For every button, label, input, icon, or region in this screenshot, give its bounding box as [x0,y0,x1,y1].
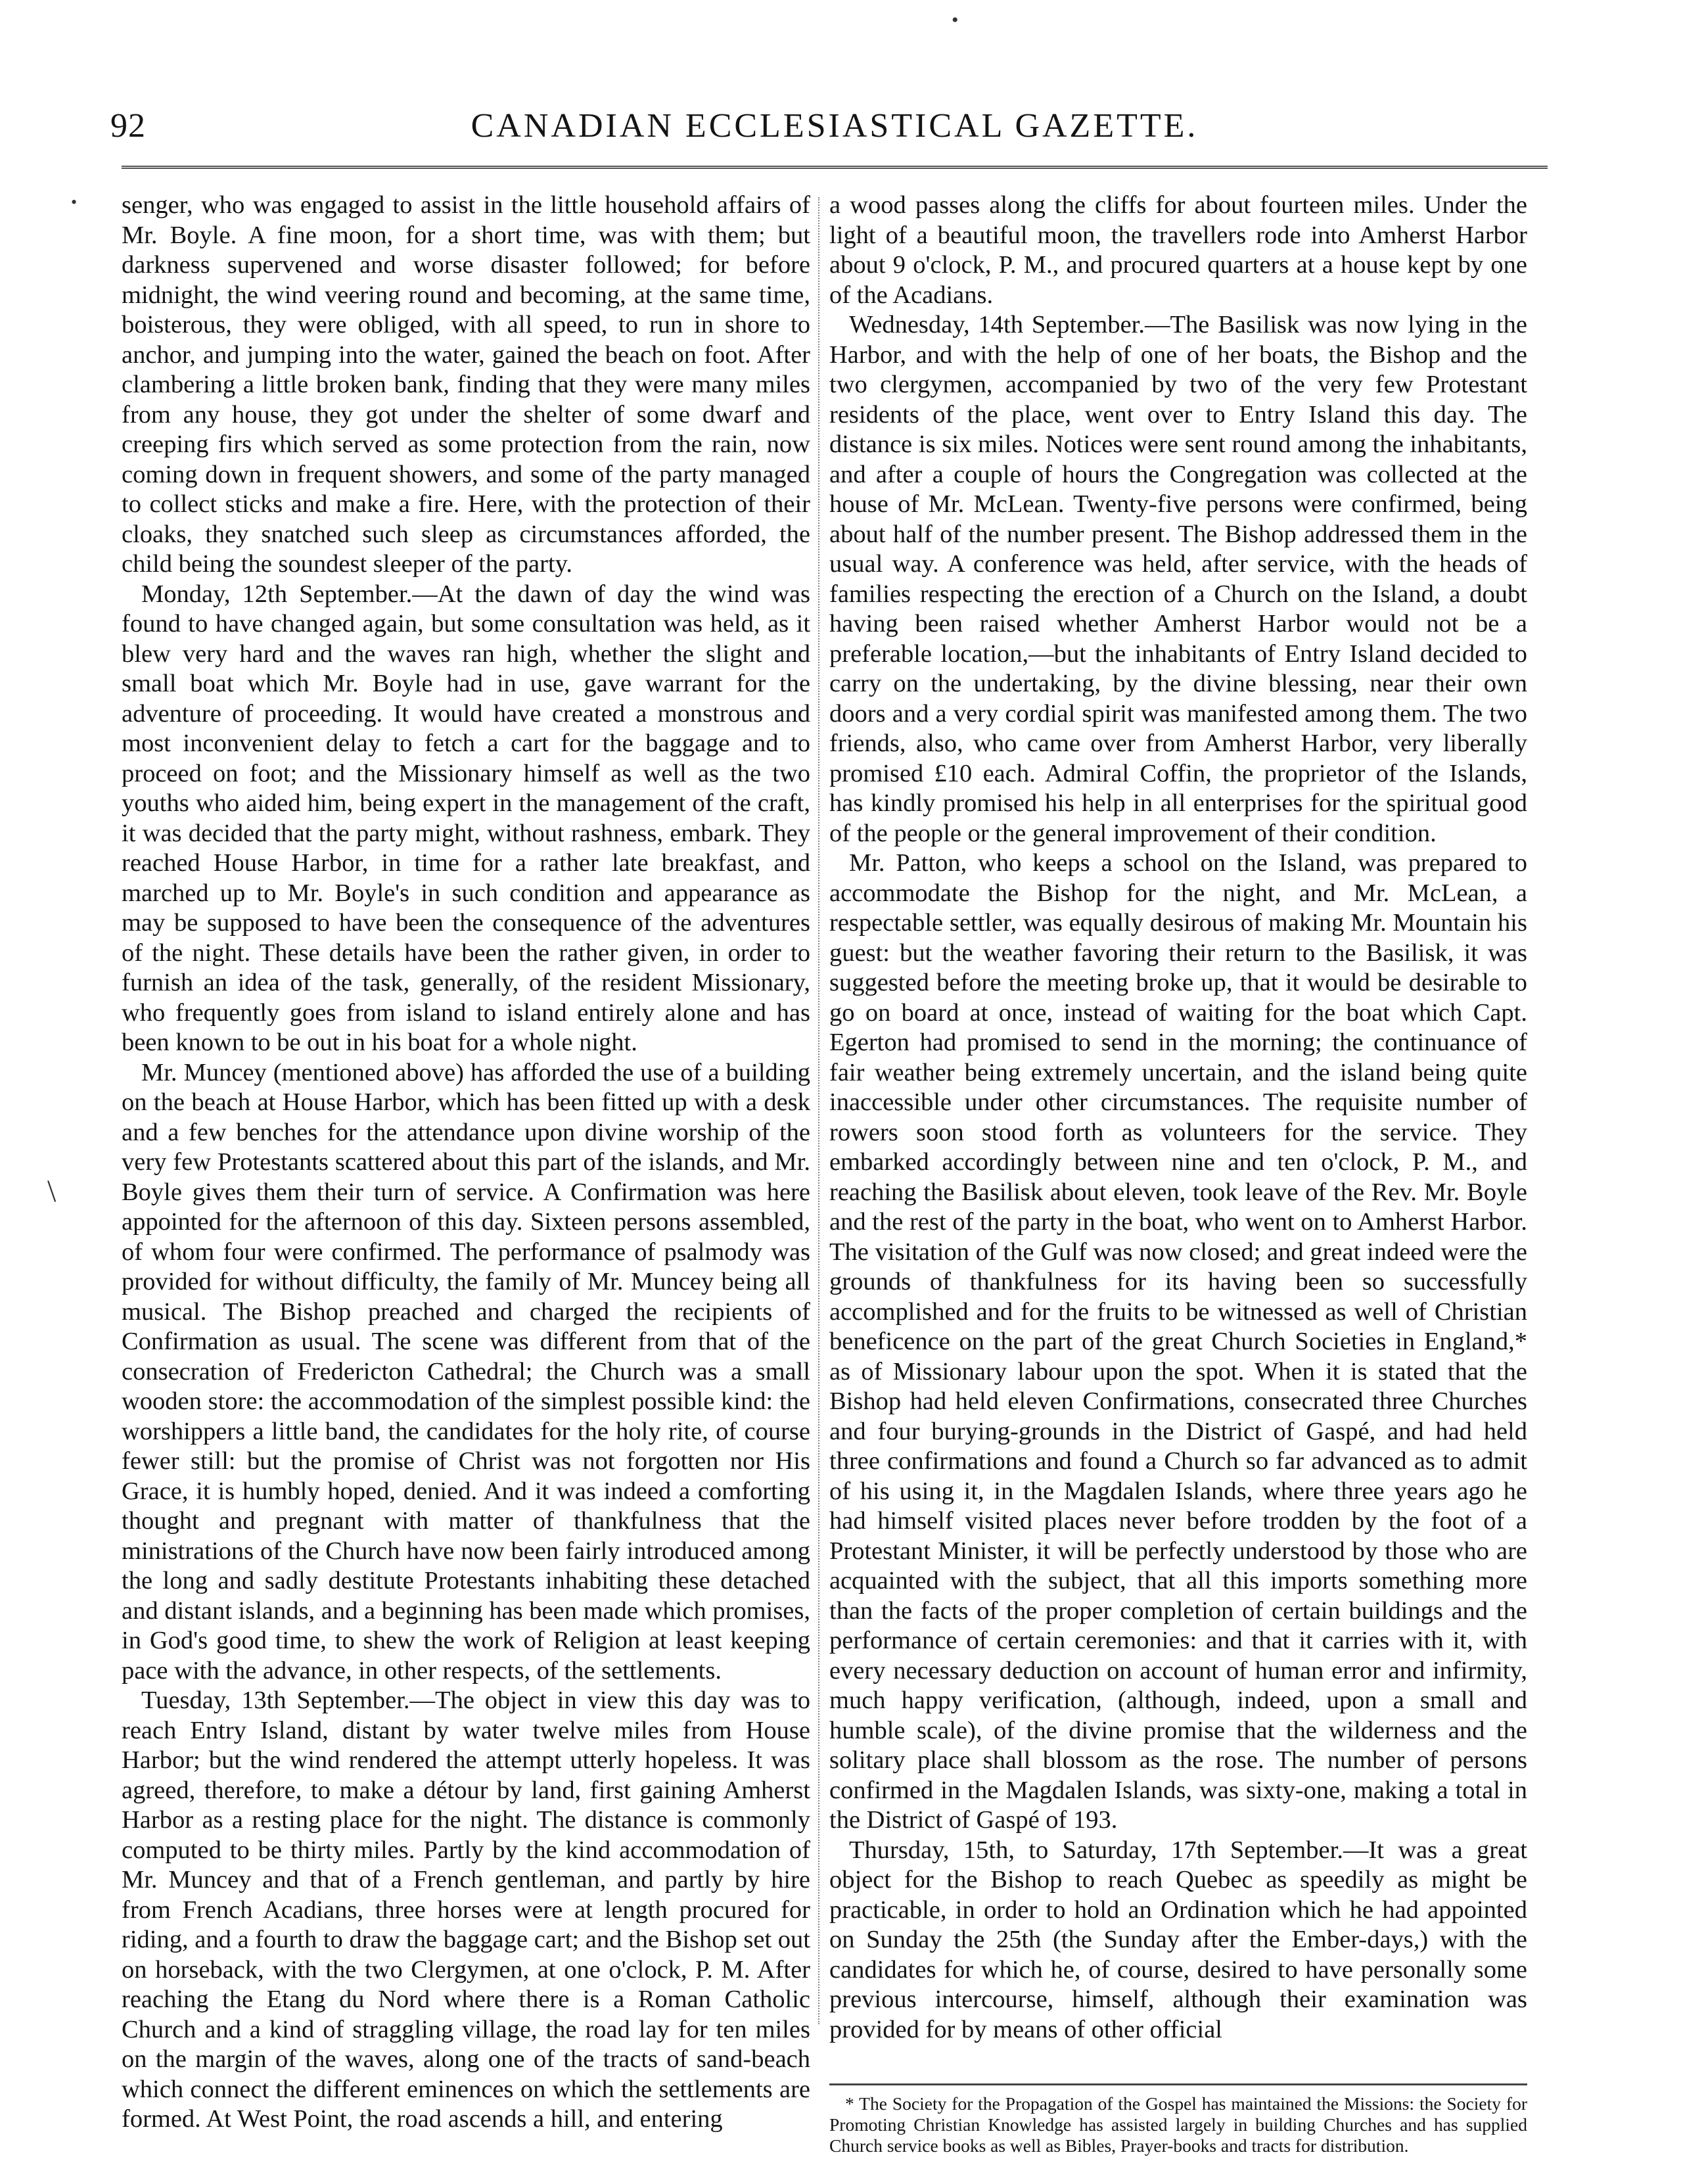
right-column [829,191,1527,2045]
column-divider [818,197,819,2024]
paragraph: senger, who was engaged to assist in the little household affairs of Mr. Boyle. A fine moon, for a short time, was with them; but darkness supervened and worse disaster followed; for before midnight, the wind veering round and becoming, at the same time, boisterous, they were obliged, with all speed, to run in shore to anchor, and jumping into the water, gained the beach on foot. After clambering a little broken bank, finding that they were many miles from any house, they got under the shelter of some dwarf and creeping firs which served as some protection from the rain, now coming down in frequent showers, and some of the party managed to collect sticks and make a fire. Here, with the protection of their cloaks, they snatched such sleep as circumstances afforded, the child being the soundest sleeper of the party. [122,191,810,578]
margin-dot-mark: • [952,9,959,31]
margin-stroke-mark: \ [47,1174,57,1209]
paragraph: Mr. Patton, who keeps a school on the Island, was prepared to accommodate the Bishop for the night, and Mr. McLean, a respectable settler, was equally desirous of making Mr. Mountain his guest: but the weather favoring their return to the Basilisk, it was suggested before the meeting broke up, that it would be desirable to go on board at once, instead of waiting for the boat which Capt. Egerton had promised to send in the morning; the continuance of fair weather being extremely uncertain, and the island being quite inaccessible under other circumstances. The requisite number of rowers soon stood forth as volunteers for the service. They embarked accordingly between nine and ten o'clock, P. M., and reaching the Basilisk about eleven, took leave of the Rev. Mr. Boyle and the rest of the party in the boat, who went on to Amherst Harbor. The visitation of the Gulf was now closed; and great indeed were the grounds of thankfulness for its having been so successfully accomplished and for the fruits to be witnessed as well of Christian beneficence on the part of the great Church Societies in England,* as of Missionary labour upon the spot. When it is stated that the Bishop had held eleven Confirmations, consecrated three Churches and four burying-grounds in the District of Gaspé, and had held three confirmations and found a Church so far advanced as to admit of his using it, in the Magdalen Islands, where three years ago he had himself visited places never before trodden by the foot of a Protestant Minister, it will be perfectly understood by those who are acquainted with the subject, that all this imports something more than the facts of the proper completion of certain buildings and the performance of certain ceremonies: and that it carries with it, with every necessary deduction on account of human error and infirmity, much happy verification, (although, indeed, upon a small and humble scale), of the divine promise that the wilderness and the solitary place shall blossom as the rose. The number of persons confirmed in the Magdalen Islands, was sixty-one, making a total in the District of Gaspé of 193. [829,849,1527,1834]
paragraph: Wednesday, 14th September.—The Basilisk was now lying in the Harbor, and with the help of one of her boats, the Bishop and the two clergymen, accompanied by two of the very few Protestant residents of the place, went over to Entry Island this day. The distance is six miles. Notices were sent round among the inhabitants, and after a couple of hours the Congregation was collected at the house of Mr. McLean. Twenty-five persons were confirmed, being about half of the number present. The Bishop addressed them in the usual way. A conference was held, after service, with the heads of families respecting the erection of a Church on the Island, a doubt having been raised whether Amherst Harbor would not be a preferable location,—but the inhabitants of Entry Island decided to carry on the undertaking, by the divine blessing, near their own doors and a very cordial spirit was manifested among them. The two friends, also, who came over from Amherst Harbor, very liberally promised £10 each. Admiral Coffin, the proprietor of the Islands, has kindly promised his help in all enterprises for the spiritual good of the people or the general improvement of their condition. [829,311,1527,847]
margin-bullet-mark: • [71,193,78,212]
paragraph: a wood passes along the cliffs for about fourteen miles. Under the light of a beautiful moon, the travellers rode into Amherst Harbor about 9 o'clock, P. M., and procured quarters at a house kept by one of the Acadians. [829,191,1527,309]
paragraph: Tuesday, 13th September.—The object in view this day was to reach Entry Island, distant by water twelve miles from House Harbor; but the wind rendered the attempt utterly hopeless. It was agreed, therefore, to make a détour by land, first gaining Amherst Harbor as a resting place for the night. The distance is commonly computed to be thirty miles. Partly by the kind accommodation of Mr. Muncey and that of a French gentleman, and partly by hire from French Acadians, three horses were at length procured for riding, and a fourth to draw the baggage cart; and the Bishop set out on horseback, with the two Clergymen, at one o'clock, P. M. After reaching the Etang du Nord where there is a Roman Catholic Church and a kind of straggling village, the road lay for ten miles on the margin of the waves, along one of the tracts of sand-beach which connect the different eminences on which the settlements are formed. At West Point, the road ascends a hill, and entering [122,1686,810,2133]
running-title: CANADIAN ECCLESIASTICAL GAZETTE. [471,107,1199,145]
footnote: * The Society for the Propagation of the Gospel has maintained the Missions: the Society for Promoting Christian Knowledge has assisted largely in building Churches and has supplied Church service books as well as Bibles, Prayer-books and tracts for distribution. [829,2093,1527,2156]
page-header [99,99,1571,158]
header-rule [122,166,1548,169]
left-column [122,191,810,2135]
paragraph: Monday, 12th September.—At the dawn of day the wind was found to have changed again, but some consultation was held, as it blew very hard and the waves ran high, whether the slight and small boat which Mr. Boyle had in use, gave warrant for the adventure of proceeding. It would have created a monstrous and most inconvenient delay to fetch a cart for the baggage and to proceed on foot; and the Missionary himself as well as the two youths who aided him, being expert in the management of the craft, it was decided that the party might, without rashness, embark. They reached House Harbor, in time for a rather late breakfast, and marched up to Mr. Boyle's in such condition and appearance as may be supposed to have been the consequence of the adventures of the night. These details have been the rather given, in order to furnish an idea of the task, generally, of the resident Missionary, who frequently goes from island to island entirely alone and has been known to be out in his boat for a whole night. [122,580,810,1056]
paragraph: Thursday, 15th, to Saturday, 17th September.—It was a great object for the Bishop to reach Quebec as speedily as might be practicable, in order to hold an Ordination which he had appointed on Sunday the 25th (the Sunday after the Ember-days,) with the candidates for which he, of course, desired to have personally some previous intercourse, himself, although their examination was provided for by means of other official [829,1836,1527,2043]
paragraph: Mr. Muncey (mentioned above) has afforded the use of a building on the beach at House Harbor, which has been fitted up with a desk and a few benches for the attendance upon divine worship of the very few Protestants scattered about this part of the islands, and Mr. Boyle gives them their turn of service. A Confirmation was here appointed for the afternoon of this day. Sixteen persons assembled, of whom four were confirmed. The performance of psalmody was provided for without difficulty, the family of Mr. Muncey being all musical. The Bishop preached and charged the recipients of Confirmation as usual. The scene was different from that of the consecration of Fredericton Cathedral; the Church was a small wooden store: the accommodation of the simplest possible kind: the worshippers a little band, the candidates for the holy rite, of course fewer still: but the promise of Christ was not forgotten nor His Grace, it is humbly hoped, denied. And it was indeed a comforting thought and pregnant with matter of thankfulness that the ministrations of the Church have now been fairly introduced among the long and sadly destitute Protestants inhabiting these detached and distant islands, and a beginning has been made which promises, in God's good time, to shew the work of Religion at least keeping pace with the advance, in other respects, of the settlements. [122,1058,810,1684]
footnote-rule [829,2083,1527,2085]
page-number: 92 [110,107,146,145]
